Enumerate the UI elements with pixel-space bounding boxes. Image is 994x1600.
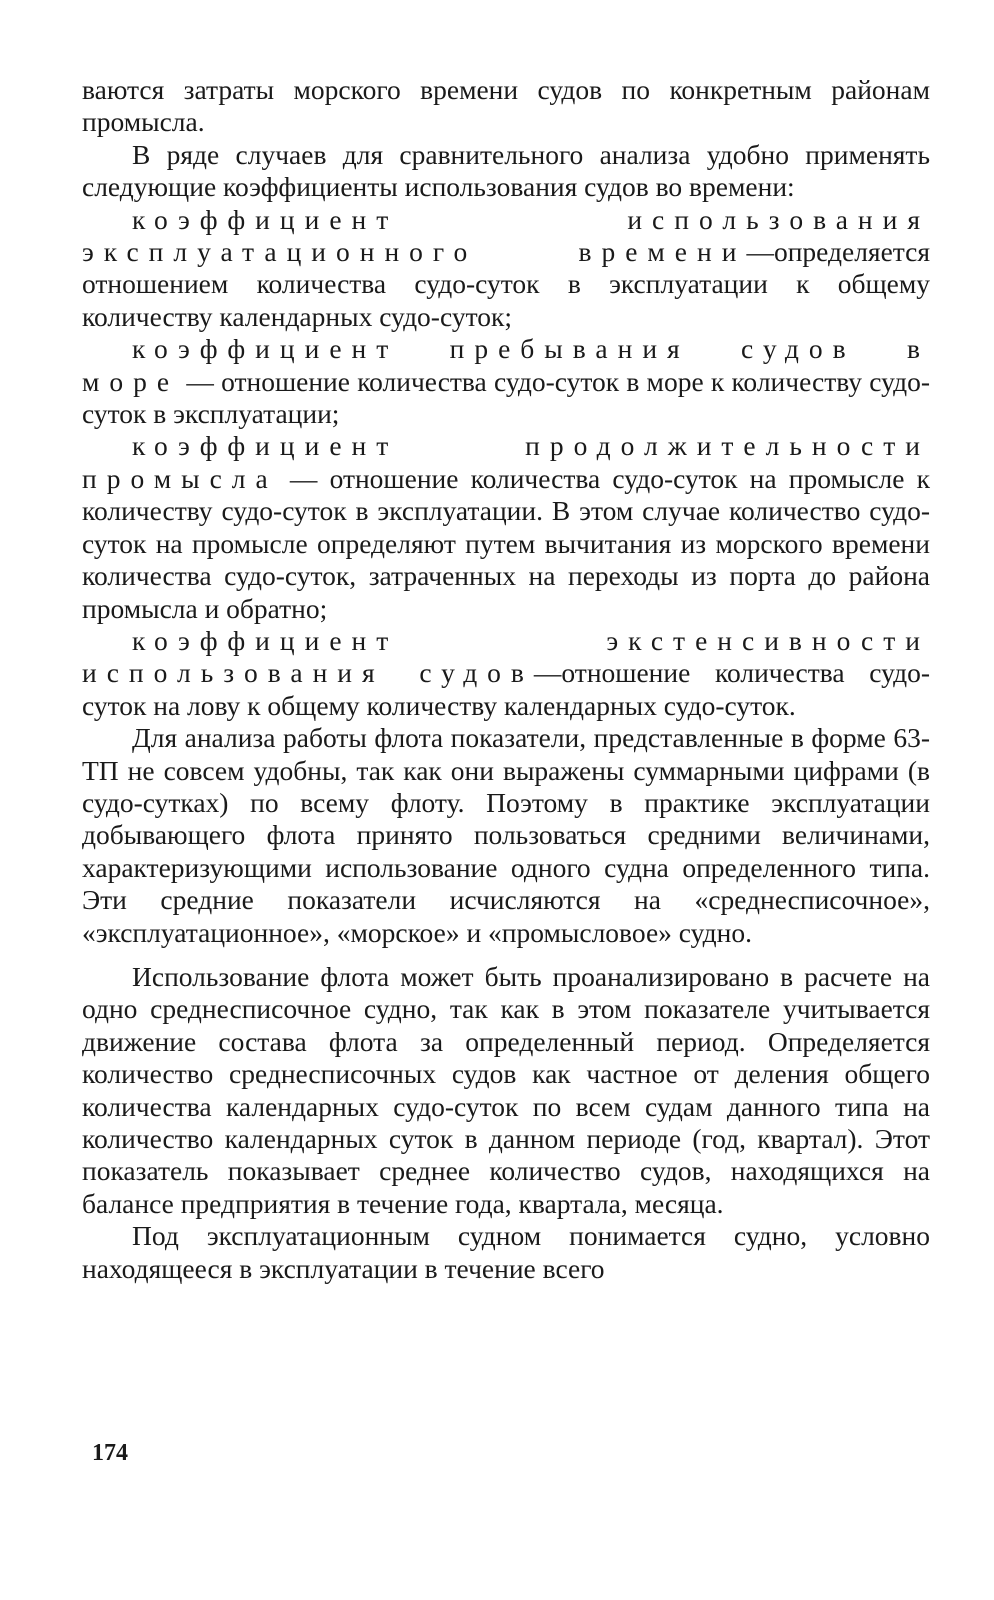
definition-text: —отношение количества судо-суток на лову к общему количеству календарных судо-суток. (82, 657, 930, 721)
definition-term: коэффициент пребывания судов в море (82, 333, 930, 397)
definition-item (82, 625, 930, 722)
paragraph-usage: Использование флота может быть проанализировано в расчете на одно среднесписочное судно, так как в этом показателе учитывается движение состава флота за определенный период. Определяется количество среднесписочных судов как частное от деления общего количества календарных судо-суток по всем судам данного типа на количество календарных суток в данном периоде (год, квартал). Этот показатель показывает среднее количество судов, находящихся на балансе предприятия в течение года, квартала, месяца. (82, 960, 930, 1219)
definition-item (82, 430, 930, 624)
paragraph-intro: В ряде случаев для сравнительного анализа удобно применять следующие коэффициенты использования судов во времени: (82, 138, 930, 203)
paragraph-analysis: Для анализа работы флота показатели, представленные в форме 63-ТП не совсем удобны, так как они выражены суммарными цифрами (в судо-сутках) по всему флоту. Поэтому в практике эксплуатации добывающего флота принято пользоваться средними величинами, характеризующими использование одного судна определенного типа. Эти средние показатели исчисляются на «среднесписочное», «эксплуатационное», «морское» и «промысловое» судно. (82, 722, 930, 948)
definition-term: коэффициент использования эксплуатационного времени (82, 203, 930, 268)
paragraph-operational: Под эксплуатационным судном понимается судно, условно находящееся в эксплуатации в течение всего (82, 1220, 930, 1284)
definition-text: —определяется отношением количества судо-суток в эксплуатации к общему количеству календарных судо-суток; (82, 236, 930, 332)
definition-term: коэффициент продолжительности промысла (82, 430, 930, 494)
paragraph-gap (82, 949, 930, 961)
definition-text: — отношение количества судо-суток в море к количеству судо-суток в эксплуатации; (82, 365, 930, 430)
page-body (82, 74, 930, 1285)
paragraph-continuation: ваются затраты морского времени судов по конкретным районам промысла. (82, 74, 930, 138)
page-number: 174 (92, 1440, 128, 1466)
definition-item (82, 204, 930, 334)
definition-text: — отношение количества судо-суток на промысле к количеству судо-суток в эксплуатации. В этом случае количество судо-суток на промысле определяют путем вычитания из морского времени количества судо-суток, затраченных на переходы из порта до района промысла и обратно; (82, 462, 930, 624)
definition-term: коэффициент экстенсивности использования судов (82, 624, 930, 689)
definition-item (82, 333, 930, 430)
